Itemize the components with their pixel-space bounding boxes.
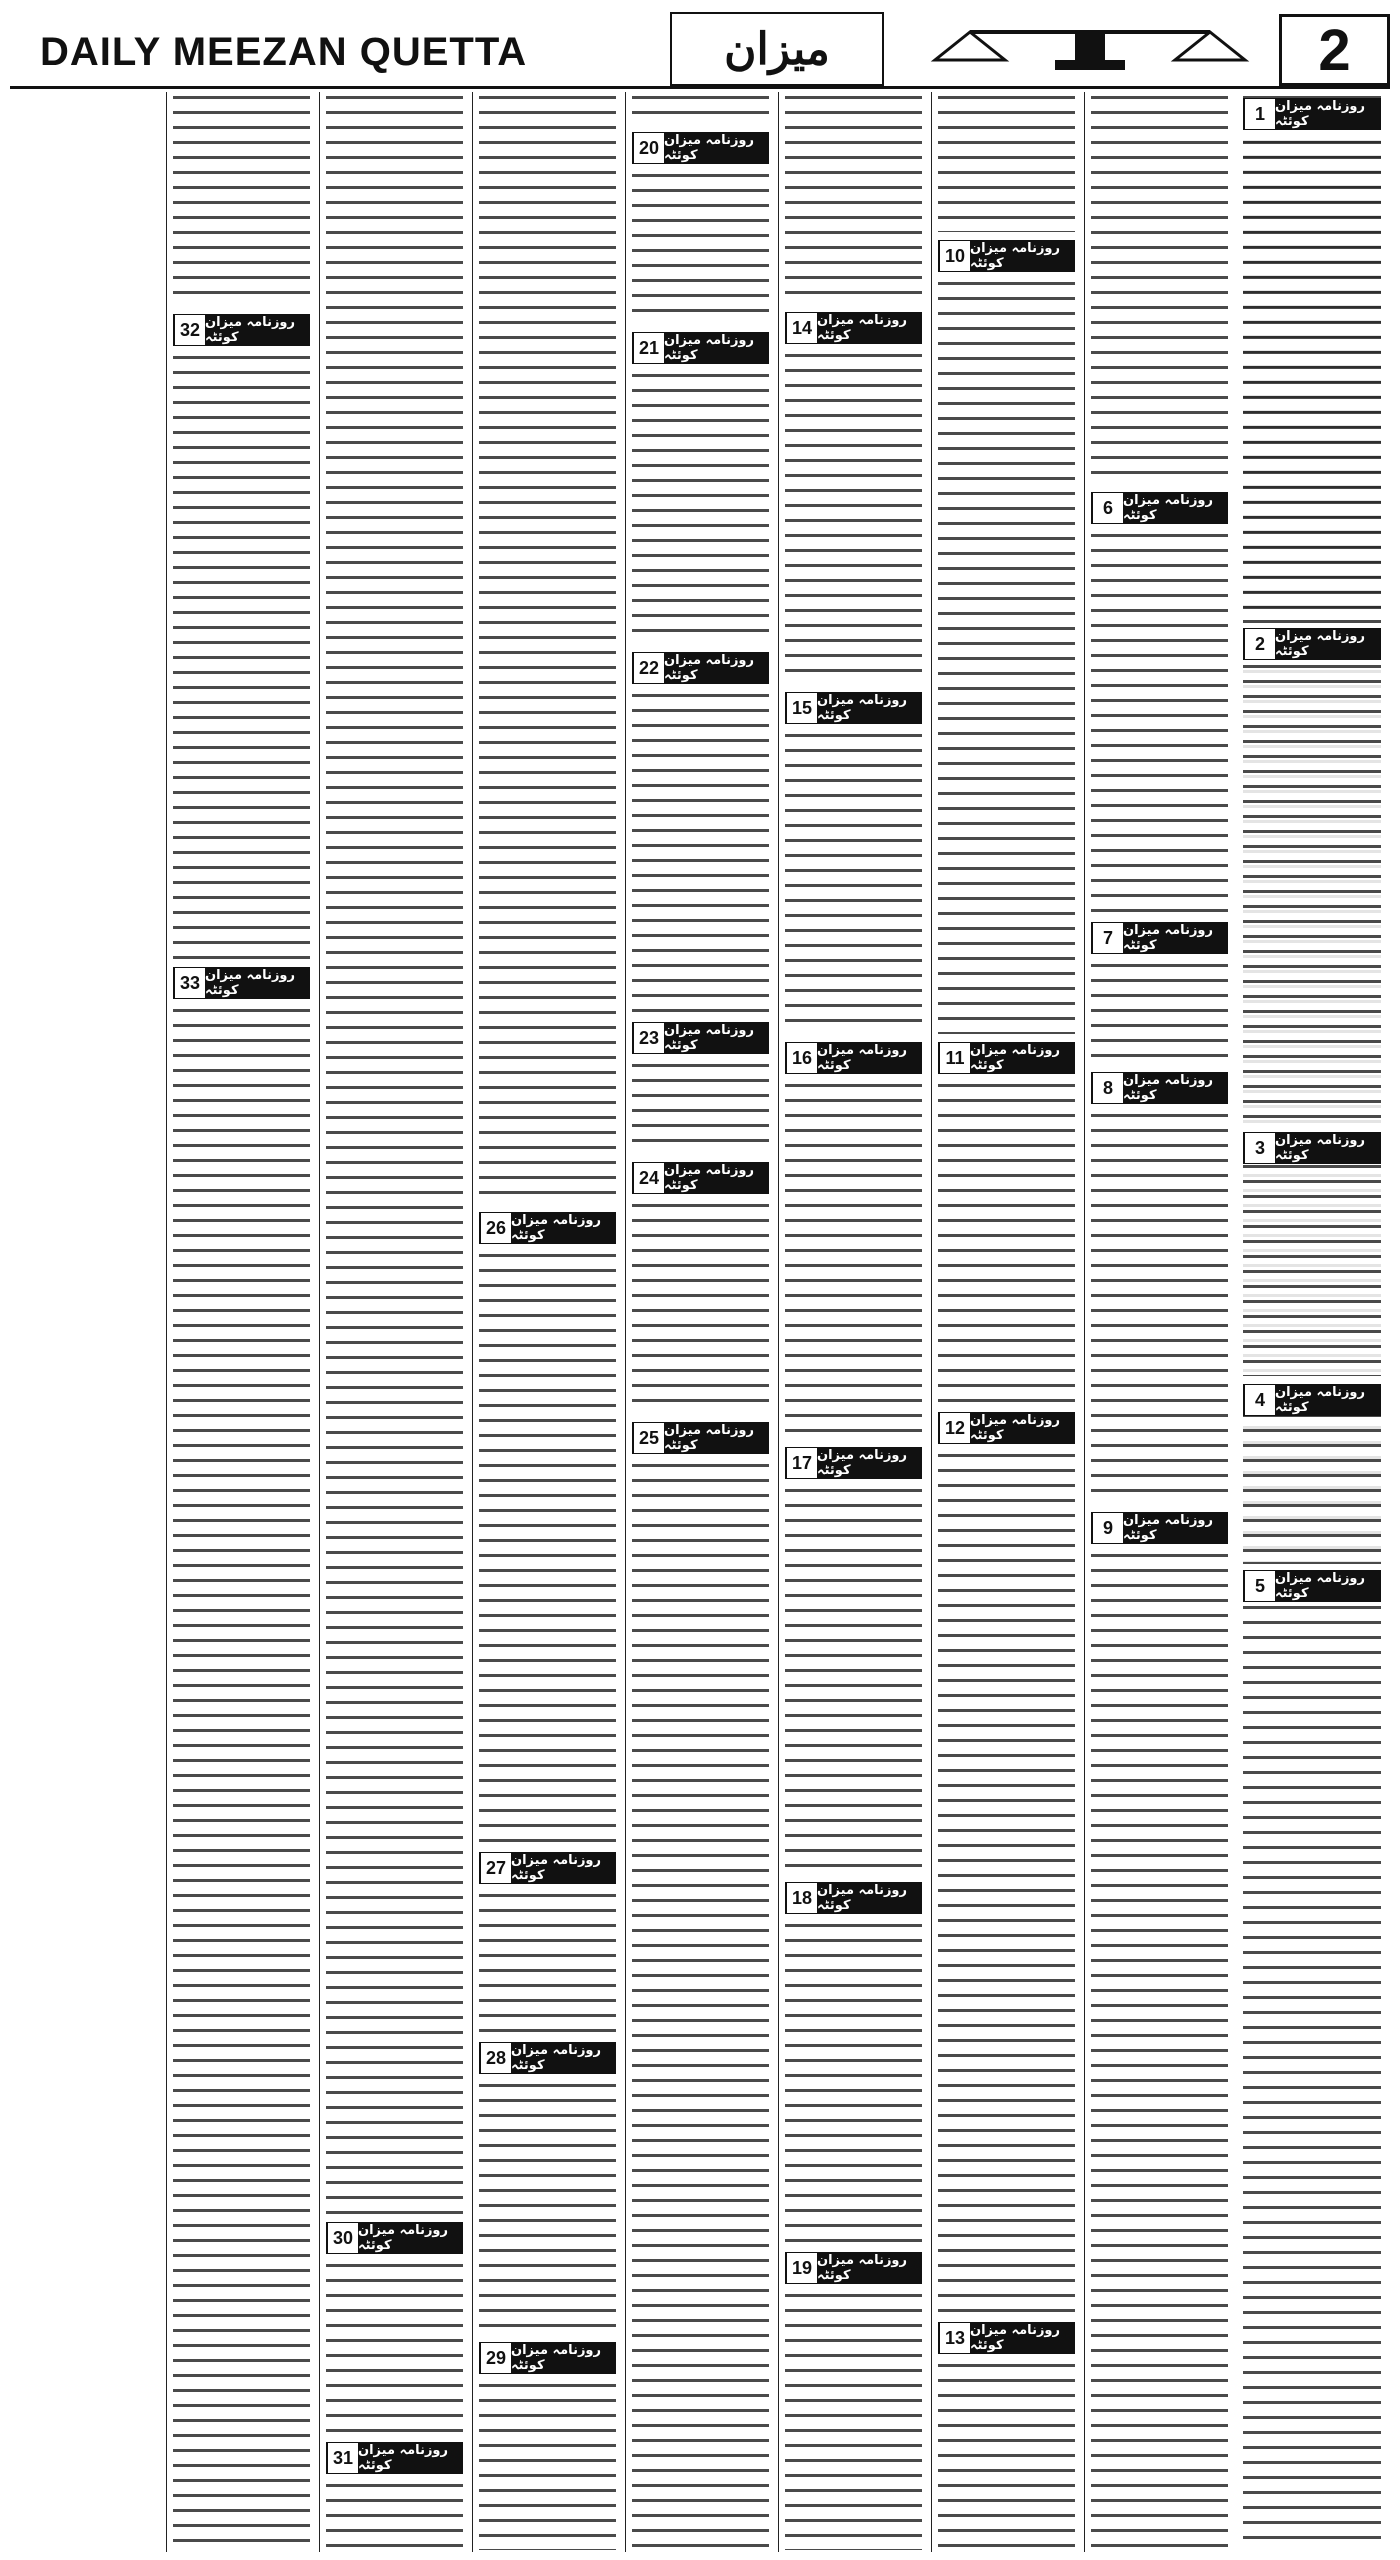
story-header-label: روزنامہ میزان کوئٹہ bbox=[817, 1448, 921, 1478]
article-text-lines bbox=[938, 96, 1075, 232]
story-header bbox=[632, 1162, 769, 1194]
story-number: 2 bbox=[1244, 629, 1275, 659]
story-header bbox=[479, 2042, 616, 2074]
story-header bbox=[1091, 492, 1228, 524]
article-text-lines bbox=[632, 96, 769, 124]
story-number: 16 bbox=[786, 1043, 817, 1073]
article-text-lines bbox=[785, 354, 922, 684]
article-text-lines bbox=[785, 734, 922, 1034]
story-header bbox=[785, 2252, 922, 2284]
article-text-lines bbox=[632, 374, 769, 644]
news-column bbox=[166, 92, 316, 2552]
article-text-lines bbox=[632, 1204, 769, 1414]
news-column bbox=[319, 92, 469, 2552]
story-header bbox=[785, 692, 922, 724]
story-header bbox=[1243, 1570, 1381, 1602]
story-header-label: روزنامہ میزان کوئٹہ bbox=[1275, 629, 1380, 659]
story-header-label: روزنامہ میزان کوئٹہ bbox=[358, 2443, 462, 2473]
news-column bbox=[931, 92, 1081, 2552]
article-text-lines bbox=[173, 96, 310, 306]
article-text-lines bbox=[785, 2294, 922, 2550]
story-number: 8 bbox=[1092, 1073, 1123, 1103]
story-number: 19 bbox=[786, 2253, 817, 2283]
article-text-lines bbox=[173, 356, 310, 959]
story-number: 26 bbox=[480, 1213, 511, 1243]
story-number: 30 bbox=[327, 2223, 358, 2253]
article-text-lines bbox=[632, 1064, 769, 1154]
article-text-lines bbox=[785, 1924, 922, 2244]
story-number: 1 bbox=[1244, 99, 1275, 129]
story-number: 3 bbox=[1244, 1133, 1275, 1163]
story-number: 24 bbox=[633, 1163, 664, 1193]
page-number: 2 bbox=[1279, 14, 1390, 86]
story-header bbox=[1091, 1072, 1228, 1104]
story-number: 25 bbox=[633, 1423, 664, 1453]
story-number: 23 bbox=[633, 1023, 664, 1053]
story-header bbox=[173, 967, 310, 999]
news-columns bbox=[10, 92, 1390, 2552]
story-header-label: روزنامہ میزان کوئٹہ bbox=[1123, 923, 1227, 953]
story-header-label: روزنامہ میزان کوئٹہ bbox=[817, 1043, 921, 1073]
story-header bbox=[479, 2342, 616, 2374]
story-number: 12 bbox=[939, 1413, 970, 1443]
story-header bbox=[632, 1422, 769, 1454]
article-text-lines bbox=[1091, 534, 1228, 914]
article-text-lines bbox=[938, 1084, 1075, 1404]
article-text-lines bbox=[326, 96, 463, 2214]
masthead bbox=[10, 0, 1390, 89]
story-header bbox=[785, 1882, 922, 1914]
story-header-label: روزنامہ میزان کوئٹہ bbox=[817, 1883, 921, 1913]
story-number: 29 bbox=[480, 2343, 511, 2373]
article-text-lines bbox=[938, 1454, 1075, 2314]
story-number: 18 bbox=[786, 1883, 817, 1913]
story-header-label: روزنامہ میزان کوئٹہ bbox=[511, 2043, 615, 2073]
story-header-label: روزنامہ میزان کوئٹہ bbox=[205, 968, 309, 998]
news-column bbox=[472, 92, 622, 2552]
story-header-label: روزنامہ میزان کوئٹہ bbox=[817, 313, 921, 343]
story-header bbox=[938, 1412, 1075, 1444]
story-header bbox=[938, 1042, 1075, 1074]
story-number: 4 bbox=[1244, 1385, 1275, 1415]
article-text-lines bbox=[479, 2384, 616, 2550]
story-header-label: روزنامہ میزان کوئٹہ bbox=[970, 241, 1074, 271]
story-header-label: روزنامہ میزان کوئٹہ bbox=[664, 133, 768, 163]
story-header-label: روزنامہ میزان کوئٹہ bbox=[1275, 1133, 1380, 1163]
story-header-label: روزنامہ میزان کوئٹہ bbox=[817, 2253, 921, 2283]
story-number: 7 bbox=[1092, 923, 1123, 953]
article-text-lines bbox=[479, 96, 616, 1204]
story-header-label: روزنامہ میزان کوئٹہ bbox=[511, 1853, 615, 1883]
story-number: 20 bbox=[633, 133, 664, 163]
article-text-lines bbox=[1243, 96, 1381, 620]
story-header bbox=[632, 1022, 769, 1054]
article-text-lines bbox=[479, 1894, 616, 2034]
article-text-lines bbox=[632, 694, 769, 1014]
story-number: 21 bbox=[633, 333, 664, 363]
story-header bbox=[1243, 1132, 1381, 1164]
story-header bbox=[938, 240, 1075, 272]
news-column bbox=[1084, 92, 1234, 2552]
article-text-lines bbox=[479, 2084, 616, 2334]
article-text-lines bbox=[326, 2484, 463, 2550]
story-header bbox=[479, 1212, 616, 1244]
story-header bbox=[479, 1852, 616, 1884]
story-number: 31 bbox=[327, 2443, 358, 2473]
scale-of-justice-icon bbox=[915, 20, 1265, 75]
story-header bbox=[1243, 98, 1381, 130]
masthead-logo: میزان bbox=[670, 12, 884, 86]
story-header bbox=[1091, 922, 1228, 954]
story-number: 9 bbox=[1092, 1513, 1123, 1543]
story-number: 28 bbox=[480, 2043, 511, 2073]
story-header-label: روزنامہ میزان کوئٹہ bbox=[511, 2343, 615, 2373]
story-number: 32 bbox=[174, 315, 205, 345]
article-text-lines bbox=[785, 96, 922, 304]
news-column bbox=[1237, 92, 1387, 2552]
story-header-label: روزنامہ میزان کوئٹہ bbox=[664, 333, 768, 363]
news-column bbox=[778, 92, 928, 2552]
article-text-lines bbox=[1091, 964, 1228, 1064]
news-column bbox=[625, 92, 775, 2552]
story-header-label: روزنامہ میزان کوئٹہ bbox=[817, 693, 921, 723]
story-header bbox=[632, 132, 769, 164]
story-header bbox=[632, 652, 769, 684]
story-header bbox=[938, 2322, 1075, 2354]
article-text-lines bbox=[1091, 96, 1228, 484]
story-header bbox=[173, 314, 310, 346]
article-text-lines bbox=[632, 1464, 769, 2550]
article-text-lines bbox=[785, 1084, 922, 1439]
article-text-lines bbox=[173, 1009, 310, 2550]
story-number: 6 bbox=[1092, 493, 1123, 523]
article-text-lines bbox=[938, 2364, 1075, 2550]
story-header bbox=[1243, 1384, 1381, 1416]
story-header-label: روزنامہ میزان کوئٹہ bbox=[970, 2323, 1074, 2353]
story-number: 22 bbox=[633, 653, 664, 683]
article-text-lines bbox=[1091, 1114, 1228, 1504]
article-text-lines bbox=[326, 2264, 463, 2434]
story-header bbox=[326, 2442, 463, 2474]
article-text-lines bbox=[479, 1254, 616, 1844]
story-number: 27 bbox=[480, 1853, 511, 1883]
story-header-label: روزنامہ میزان کوئٹہ bbox=[664, 1423, 768, 1453]
masthead-title: DAILY MEEZAN QUETTA bbox=[40, 30, 528, 74]
story-header-label: روزنامہ میزان کوئٹہ bbox=[1275, 1571, 1380, 1601]
story-header bbox=[326, 2222, 463, 2254]
story-header bbox=[1243, 628, 1381, 660]
story-header-label: روزنامہ میزان کوئٹہ bbox=[970, 1413, 1074, 1443]
story-number: 33 bbox=[174, 968, 205, 998]
story-number: 10 bbox=[939, 241, 970, 271]
story-header-label: روزنامہ میزان کوئٹہ bbox=[1123, 1073, 1227, 1103]
story-header-label: روزنامہ میزان کوئٹہ bbox=[511, 1213, 615, 1243]
story-number: 17 bbox=[786, 1448, 817, 1478]
story-header bbox=[785, 1447, 922, 1479]
article-text-lines bbox=[1091, 1554, 1228, 2550]
story-header bbox=[785, 1042, 922, 1074]
story-header-label: روزنامہ میزان کوئٹہ bbox=[1123, 1513, 1227, 1543]
article-text-lines bbox=[632, 174, 769, 324]
story-number: 14 bbox=[786, 313, 817, 343]
story-header-label: روزنامہ میزان کوئٹہ bbox=[358, 2223, 462, 2253]
story-header-label: روزنامہ میزان کوئٹہ bbox=[1275, 99, 1380, 129]
story-header bbox=[632, 332, 769, 364]
story-header bbox=[1091, 1512, 1228, 1544]
story-header-label: روزنامہ میزان کوئٹہ bbox=[664, 1023, 768, 1053]
story-header-label: روزنامہ میزان کوئٹہ bbox=[1123, 493, 1227, 523]
article-text-lines bbox=[938, 282, 1075, 1034]
story-header bbox=[785, 312, 922, 344]
story-number: 15 bbox=[786, 693, 817, 723]
story-header-label: روزنامہ میزان کوئٹہ bbox=[664, 653, 768, 683]
story-number: 13 bbox=[939, 2323, 970, 2353]
story-number: 11 bbox=[939, 1043, 970, 1073]
story-header-label: روزنامہ میزان کوئٹہ bbox=[1275, 1385, 1380, 1415]
story-header-label: روزنامہ میزان کوئٹہ bbox=[205, 315, 309, 345]
article-text-lines bbox=[785, 1489, 922, 1874]
story-number: 5 bbox=[1244, 1571, 1275, 1601]
story-header-label: روزنامہ میزان کوئٹہ bbox=[664, 1163, 768, 1193]
story-header-label: روزنامہ میزان کوئٹہ bbox=[970, 1043, 1074, 1073]
